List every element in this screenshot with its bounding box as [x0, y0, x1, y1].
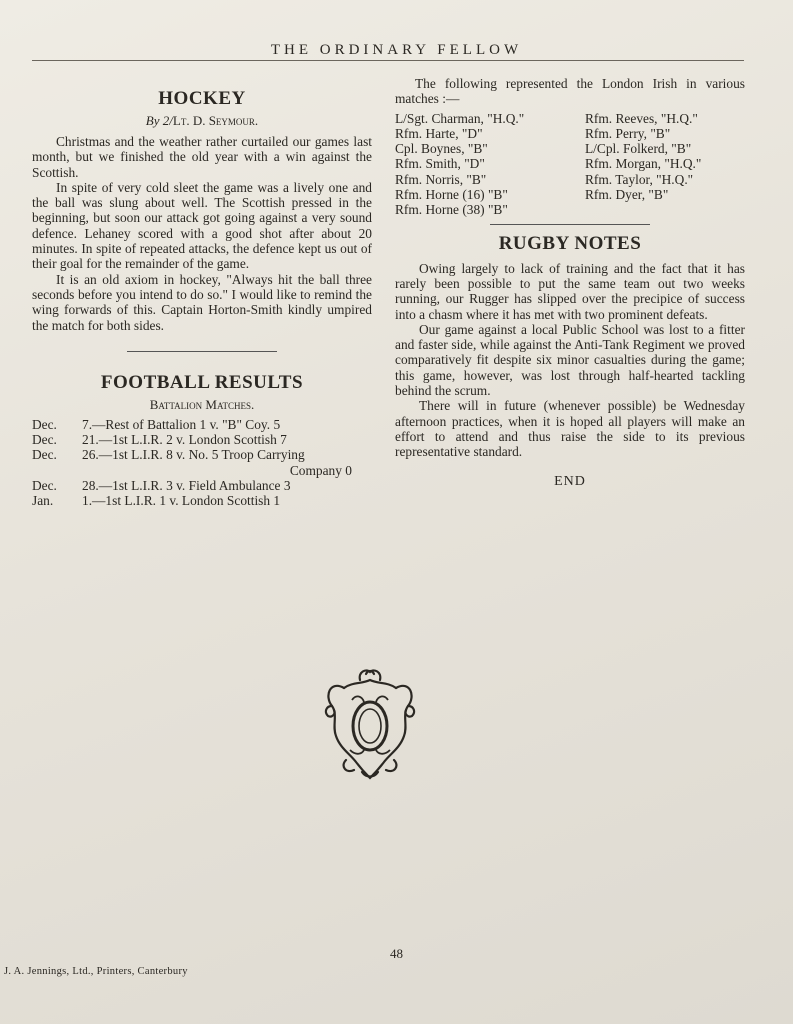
football-heading: FOOTBALL RESULTS	[100, 371, 304, 393]
printer-credit: J. A. Jennings, Ltd., Printers, Canterbury	[4, 966, 188, 977]
player-entry: L/Cpl. Folkerd, "B"	[585, 141, 692, 157]
player-column-2	[585, 111, 745, 218]
player-entry: Rfm. Dyer, "B"	[585, 187, 669, 203]
player-entry: Rfm. Smith, "D"	[395, 156, 485, 172]
player-entry: Rfm. Horne (38) "B"	[395, 202, 508, 218]
result-text: 7.—Rest of Battalion 1 v. "B" Coy. 5	[82, 416, 281, 432]
right-column	[395, 76, 745, 490]
byline-prefix: By 2/	[145, 113, 173, 128]
byline-author: Lt. D. Seymour.	[172, 113, 259, 128]
represented-intro: The following represented the London Irish in various matches :—	[395, 76, 745, 107]
player-entry: Rfm. Perry, "B"	[585, 125, 671, 141]
hockey-paragraph: Christmas and the weather rather curtailed our games last month, but we finished the old year with a win against the Scottish.	[32, 134, 372, 180]
result-month: Dec.	[32, 416, 57, 432]
end-marker: END	[554, 473, 586, 489]
result-text: 26.—1st L.I.R. 8 v. No. 5 Troop Carrying	[82, 447, 305, 463]
player-entry: Cpl. Boynes, "B"	[395, 141, 488, 157]
player-list	[395, 111, 745, 218]
player-entry: L/Sgt. Charman, "H.Q."	[395, 110, 525, 126]
hockey-paragraph: In spite of very cold sleet the game was a lively one and the ball was slung about well. The Scottish pressed in the beginning, but soon our attack got going against a very sound defence. Lehaney scored with a good shot after about 20 minutes. In spite of repeated attacks, the defence kept us out of their goal for the remainder of the game.	[32, 179, 372, 272]
result-continuation: Company 0	[289, 462, 352, 478]
rugby-heading: RUGBY NOTES	[498, 232, 642, 254]
result-row	[32, 478, 372, 493]
result-text: 1.—1st L.I.R. 1 v. London Scottish 1	[82, 493, 281, 509]
result-row	[32, 447, 372, 462]
hockey-paragraph: It is an old axiom in hockey, "Always hit the ball three seconds before you intend to do so." I would like to remind the wing forwards of this. Captain Horton-Smith kindly umpired the match for both sides.	[32, 271, 372, 333]
result-month: Dec.	[32, 478, 57, 494]
football-subheading: Battalion Matches.	[149, 396, 255, 412]
result-row	[32, 432, 372, 447]
header-rule	[32, 60, 744, 61]
player-entry: Rfm. Taylor, "H.Q."	[585, 171, 694, 187]
page-number: 48	[390, 946, 403, 961]
result-month: Dec.	[32, 447, 57, 463]
result-text: 28.—1st L.I.R. 3 v. Field Ambulance 3	[82, 478, 291, 494]
left-column	[32, 88, 372, 509]
result-month: Dec.	[32, 432, 57, 448]
section-divider	[127, 351, 277, 352]
result-row	[32, 493, 372, 508]
running-header: THE ORDINARY FELLOW	[270, 42, 523, 58]
hockey-heading: HOCKEY	[158, 88, 246, 109]
hockey-byline	[32, 113, 372, 129]
cartouche-ornament-icon	[322, 666, 418, 782]
result-text: 21.—1st L.I.R. 2 v. London Scottish 7	[82, 432, 287, 448]
player-column-1	[395, 111, 585, 218]
rugby-paragraph: Our game against a local Public School was lost to a fitter and faster side, while against the Anti-Tank Regiment we proved comparatively fit despite six minor casualties during the game; this game, however, was lost through half-hearted tackling behind the scrum.	[395, 321, 745, 399]
player-entry: Rfm. Norris, "B"	[395, 171, 487, 187]
result-month: Jan.	[32, 493, 54, 509]
player-entry: Rfm. Morgan, "H.Q."	[585, 156, 702, 172]
player-entry: Rfm. Reeves, "H.Q."	[585, 110, 698, 126]
player-entry: Rfm. Horne (16) "B"	[395, 187, 508, 203]
rugby-paragraph: There will in future (whenever possible) be Wednesday afternoon practices, when it is hoped all players will make an effort to attend and thus raise the side to its previous representative standard.	[395, 398, 745, 460]
player-entry: Rfm. Harte, "D"	[395, 125, 483, 141]
rugby-paragraph: Owing largely to lack of training and the fact that it has rarely been possible to put the same team out two weeks running, our Rugger has slipped over the precipice of success into a chasm where it has met with two prominent defeats.	[395, 260, 745, 322]
result-row	[32, 417, 372, 432]
section-divider	[490, 224, 650, 225]
